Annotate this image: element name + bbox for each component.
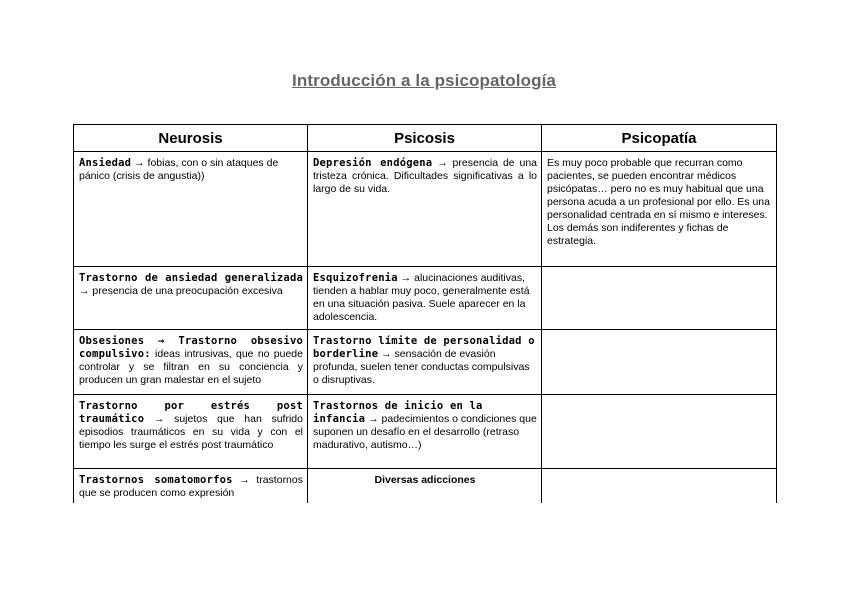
description: → trastornos que se producen como expresión — [79, 474, 303, 499]
cell-neurosis — [74, 267, 308, 330]
cell-psicopatia — [542, 267, 777, 330]
term: Obsesiones → Trastorno obsesivo compulsivo: — [79, 335, 303, 360]
header-psicopatia: Psicopatía — [542, 125, 777, 152]
cell-psicosis — [308, 152, 542, 267]
cell-psicosis — [308, 330, 542, 395]
table-header-row — [74, 125, 777, 152]
cell-neurosis — [74, 395, 308, 469]
term: Trastorno por estrés post traumático — [79, 400, 303, 425]
term: Trastorno límite de personalidad o borderline — [313, 335, 535, 360]
header-psicosis: Psicosis — [308, 125, 542, 152]
cell-neurosis — [74, 330, 308, 395]
description: → padecimientos o condiciones que suponen un desafío en el desarrollo (retraso madurativo, autismo…) — [313, 413, 537, 451]
description: → presencia de una tristeza crónica. Dificultades significativas a lo largo de su vida. — [313, 157, 538, 195]
table-row — [74, 267, 777, 330]
term: Esquizofrenia — [313, 272, 398, 284]
term: Trastornos somatomorfos — [79, 474, 233, 486]
description: → fobias, con o sin ataques de pánico (crisis de angustia)) — [79, 157, 279, 182]
cell-psicopatia: Es muy poco probable que recurran como pacientes, se pueden encontrar médicos psicópatas… pero no es muy habitual que una persona acuda a un profesional por ello. Es una personalidad centrada en sí mismo e intereses. Los demás son indiferentes y fichas de estrategia. — [542, 152, 777, 267]
description: ideas intrusivas, que no puede controlar y se filtran en su conciencia y producen un gran malestar en el sujeto — [79, 348, 303, 386]
description: → sensación de evasión profunda, suelen tener conductas compulsivas o disruptivas. — [313, 348, 530, 386]
page-title: Introducción a la psicopatología — [292, 71, 556, 90]
table-row — [74, 395, 777, 469]
table-row — [74, 330, 777, 395]
cell-psicopatia — [542, 330, 777, 395]
description: → alucinaciones auditivas, tienden a hablar muy poco, generalmente está en una situación pasiva. Suele aparecer en la adolescencia. — [313, 272, 530, 323]
term: Trastornos de inicio en la infancia — [313, 400, 483, 425]
term: Ansiedad — [79, 157, 132, 169]
cell-psicosis — [308, 395, 542, 469]
cell-neurosis — [74, 469, 308, 504]
table-row — [74, 469, 777, 504]
psychopathology-table — [73, 124, 777, 503]
cell-psicopatia — [542, 395, 777, 469]
header-neurosis: Neurosis — [74, 125, 308, 152]
term: Diversas adicciones — [374, 474, 476, 486]
description: → sujetos que han sufrido episodios traumáticos en su vida y con el tiempo les surge el estrés post traumático — [79, 413, 303, 451]
term: Depresión endógena — [313, 157, 433, 169]
table-row — [74, 152, 777, 267]
cell-psicosis — [308, 267, 542, 330]
term: Trastorno de ansiedad generalizada — [79, 272, 303, 284]
description: → presencia de una preocupación excesiva — [79, 285, 283, 297]
cell-psicosis — [308, 469, 542, 504]
cell-psicopatia — [542, 469, 777, 504]
cell-neurosis — [74, 152, 308, 267]
